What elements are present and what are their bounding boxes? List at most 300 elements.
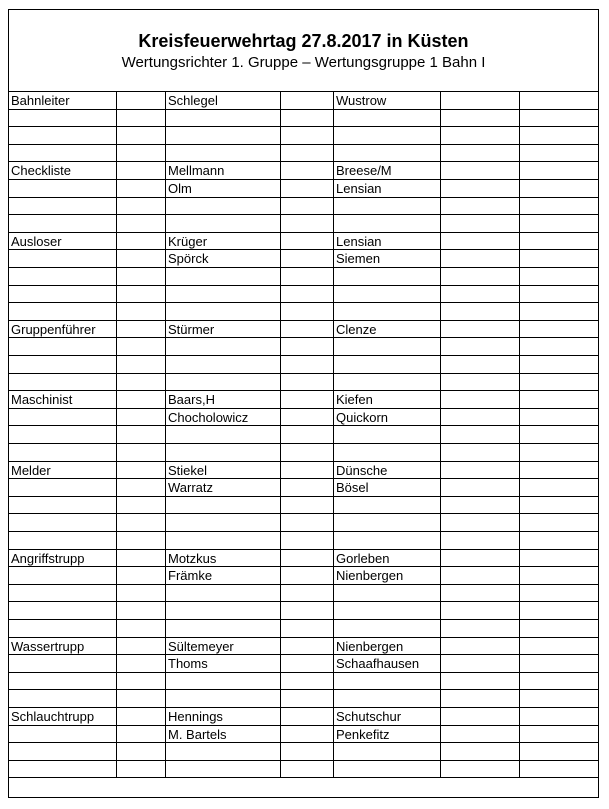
table-cell	[9, 409, 117, 426]
team-name-cell: Gorleben	[334, 550, 441, 567]
table-cell	[520, 673, 598, 690]
table-row	[9, 356, 598, 374]
table-cell	[441, 145, 520, 162]
table-cell	[117, 268, 166, 285]
table-cell	[441, 92, 520, 109]
judge-name-cell	[166, 444, 281, 461]
sheet-header	[9, 10, 598, 92]
table-cell	[9, 743, 117, 760]
table-cell	[281, 303, 334, 320]
table-cell	[281, 673, 334, 690]
table-cell	[441, 268, 520, 285]
table-cell	[9, 286, 117, 303]
table-cell	[9, 655, 117, 672]
table-row	[9, 321, 598, 339]
team-name-cell	[334, 444, 441, 461]
team-name-cell	[334, 743, 441, 760]
table-cell	[117, 409, 166, 426]
table-cell	[520, 127, 598, 144]
table-cell	[520, 391, 598, 408]
table-cell	[520, 356, 598, 373]
team-name-cell	[334, 198, 441, 215]
judge-name-cell	[166, 356, 281, 373]
table-cell	[520, 585, 598, 602]
table-cell	[520, 532, 598, 549]
table-cell	[520, 620, 598, 637]
table-row	[9, 638, 598, 656]
table-cell	[520, 690, 598, 707]
team-name-cell: Lensian	[334, 233, 441, 250]
table-cell	[9, 497, 117, 514]
role-label: Checkliste	[9, 162, 117, 179]
table-row	[9, 215, 598, 233]
judge-name-cell	[166, 497, 281, 514]
table-cell	[441, 233, 520, 250]
table-cell	[117, 215, 166, 232]
table-cell	[520, 180, 598, 197]
table-row	[9, 268, 598, 286]
table-cell	[520, 409, 598, 426]
table-cell	[117, 620, 166, 637]
table-cell	[441, 585, 520, 602]
table-cell	[117, 638, 166, 655]
table-cell	[520, 198, 598, 215]
table-cell	[9, 338, 117, 355]
table-cell	[441, 198, 520, 215]
table-cell	[117, 250, 166, 267]
table-cell	[117, 550, 166, 567]
table-cell	[9, 145, 117, 162]
judge-name-cell	[166, 110, 281, 127]
table-cell	[9, 215, 117, 232]
table-cell	[520, 374, 598, 391]
table-cell	[281, 268, 334, 285]
table-cell	[117, 690, 166, 707]
table-cell	[281, 602, 334, 619]
table-row	[9, 479, 598, 497]
table-cell	[520, 321, 598, 338]
table-cell	[117, 726, 166, 743]
judge-name-cell	[166, 690, 281, 707]
table-row	[9, 726, 598, 744]
table-cell	[441, 180, 520, 197]
judge-name-cell: Sültemeyer	[166, 638, 281, 655]
team-name-cell	[334, 286, 441, 303]
judge-name-cell: Främke	[166, 567, 281, 584]
table-cell	[281, 321, 334, 338]
judge-name-cell	[166, 532, 281, 549]
judge-name-cell: Baars,H	[166, 391, 281, 408]
page-subtitle: Wertungsrichter 1. Gruppe – Wertungsgruppe 1 Bahn I	[121, 54, 486, 71]
table-row	[9, 162, 598, 180]
table-cell	[441, 550, 520, 567]
table-row	[9, 497, 598, 515]
role-label: Wassertrupp	[9, 638, 117, 655]
table-cell	[281, 338, 334, 355]
table-cell	[281, 233, 334, 250]
role-label: Angriffstrupp	[9, 550, 117, 567]
table-cell	[520, 743, 598, 760]
team-name-cell	[334, 497, 441, 514]
table-cell	[117, 462, 166, 479]
team-name-cell	[334, 532, 441, 549]
role-label: Maschinist	[9, 391, 117, 408]
table-cell	[9, 127, 117, 144]
judge-name-cell	[166, 374, 281, 391]
judge-name-cell	[166, 673, 281, 690]
table-cell	[441, 690, 520, 707]
judge-name-cell: Krüger	[166, 233, 281, 250]
table-row	[9, 444, 598, 462]
table-cell	[281, 356, 334, 373]
team-name-cell: Clenze	[334, 321, 441, 338]
judge-name-cell	[166, 620, 281, 637]
table-cell	[281, 743, 334, 760]
table-cell	[281, 550, 334, 567]
table-cell	[9, 673, 117, 690]
table-cell	[117, 374, 166, 391]
team-name-cell: Lensian	[334, 180, 441, 197]
role-label: Bahnleiter	[9, 92, 117, 109]
table-cell	[441, 286, 520, 303]
judge-name-cell	[166, 426, 281, 443]
table-row	[9, 743, 598, 761]
table-cell	[281, 286, 334, 303]
table-cell	[441, 338, 520, 355]
team-name-cell: Nienbergen	[334, 638, 441, 655]
team-name-cell	[334, 127, 441, 144]
score-sheet	[8, 9, 599, 798]
table-cell	[281, 479, 334, 496]
table-row	[9, 655, 598, 673]
table-cell	[281, 145, 334, 162]
table-cell	[117, 444, 166, 461]
table-cell	[281, 462, 334, 479]
table-cell	[117, 110, 166, 127]
table-cell	[281, 162, 334, 179]
table-row	[9, 409, 598, 427]
judge-name-cell	[166, 602, 281, 619]
table-cell	[117, 356, 166, 373]
table-row	[9, 127, 598, 145]
team-name-cell	[334, 602, 441, 619]
table-cell	[9, 567, 117, 584]
table-row	[9, 303, 598, 321]
table-cell	[281, 391, 334, 408]
team-name-cell: Breese/M	[334, 162, 441, 179]
judge-name-cell	[166, 585, 281, 602]
table-row	[9, 250, 598, 268]
table-cell	[281, 374, 334, 391]
team-name-cell	[334, 514, 441, 531]
table-cell	[441, 673, 520, 690]
team-name-cell	[334, 761, 441, 778]
team-name-cell: Nienbergen	[334, 567, 441, 584]
table-cell	[441, 602, 520, 619]
table-cell	[117, 233, 166, 250]
table-cell	[520, 567, 598, 584]
team-name-cell: Quickorn	[334, 409, 441, 426]
table-cell	[281, 92, 334, 109]
table-cell	[441, 479, 520, 496]
table-cell	[520, 638, 598, 655]
table-cell	[117, 655, 166, 672]
table-cell	[281, 497, 334, 514]
table-row	[9, 673, 598, 691]
table-cell	[441, 761, 520, 778]
table-row	[9, 462, 598, 480]
table-cell	[117, 198, 166, 215]
table-cell	[117, 497, 166, 514]
table-cell	[441, 462, 520, 479]
table-row	[9, 286, 598, 304]
table-cell	[441, 321, 520, 338]
table-cell	[441, 708, 520, 725]
table-cell	[9, 180, 117, 197]
judge-name-cell	[166, 127, 281, 144]
table-cell	[520, 602, 598, 619]
table-cell	[117, 426, 166, 443]
table-cell	[520, 215, 598, 232]
table-cell	[117, 708, 166, 725]
judge-name-cell	[166, 215, 281, 232]
table-cell	[281, 444, 334, 461]
table-row	[9, 338, 598, 356]
table-cell	[281, 426, 334, 443]
team-name-cell	[334, 374, 441, 391]
table-cell	[441, 726, 520, 743]
judge-name-cell	[166, 743, 281, 760]
judge-name-cell: Spörck	[166, 250, 281, 267]
table-cell	[281, 198, 334, 215]
table-cell	[117, 321, 166, 338]
table-cell	[520, 268, 598, 285]
table-cell	[117, 567, 166, 584]
team-name-cell	[334, 145, 441, 162]
table-cell	[520, 726, 598, 743]
team-name-cell	[334, 303, 441, 320]
table-cell	[281, 532, 334, 549]
table-cell	[281, 514, 334, 531]
table-cell	[520, 462, 598, 479]
judge-name-cell: Stiekel	[166, 462, 281, 479]
table-cell	[117, 585, 166, 602]
table-cell	[9, 444, 117, 461]
role-label: Schlauchtrupp	[9, 708, 117, 725]
table-cell	[9, 110, 117, 127]
team-name-cell	[334, 673, 441, 690]
table-cell	[520, 708, 598, 725]
table-cell	[441, 426, 520, 443]
table-cell	[117, 303, 166, 320]
table-cell	[281, 708, 334, 725]
table-cell	[9, 602, 117, 619]
table-cell	[281, 180, 334, 197]
judge-name-cell: M. Bartels	[166, 726, 281, 743]
table-cell	[9, 268, 117, 285]
team-name-cell	[334, 110, 441, 127]
table-cell	[520, 303, 598, 320]
table-cell	[9, 532, 117, 549]
table-cell	[441, 303, 520, 320]
table-cell	[520, 550, 598, 567]
table-cell	[441, 409, 520, 426]
table-cell	[441, 567, 520, 584]
table-cell	[441, 374, 520, 391]
table-cell	[441, 250, 520, 267]
judge-name-cell	[166, 198, 281, 215]
team-name-cell: Bösel	[334, 479, 441, 496]
judge-name-cell	[166, 268, 281, 285]
table-cell	[117, 479, 166, 496]
table-cell	[117, 743, 166, 760]
table-cell	[520, 761, 598, 778]
judge-name-cell: Thoms	[166, 655, 281, 672]
table-cell	[441, 514, 520, 531]
table-cell	[281, 110, 334, 127]
table-cell	[281, 690, 334, 707]
table-cell	[117, 127, 166, 144]
table-cell	[441, 620, 520, 637]
table-cell	[9, 426, 117, 443]
team-name-cell: Schutschur	[334, 708, 441, 725]
table-cell	[441, 444, 520, 461]
table-row	[9, 620, 598, 638]
table-row	[9, 180, 598, 198]
table-cell	[281, 638, 334, 655]
table-cell	[9, 690, 117, 707]
table-cell	[281, 215, 334, 232]
judge-name-cell	[166, 286, 281, 303]
table-row	[9, 585, 598, 603]
table-cell	[520, 514, 598, 531]
table-cell	[520, 286, 598, 303]
table-cell	[281, 761, 334, 778]
table-row	[9, 761, 598, 779]
table-cell	[520, 162, 598, 179]
table-cell	[281, 250, 334, 267]
judge-name-cell: Stürmer	[166, 321, 281, 338]
table-row	[9, 550, 598, 568]
team-name-cell: Wustrow	[334, 92, 441, 109]
table-cell	[520, 497, 598, 514]
table-cell	[117, 532, 166, 549]
table-cell	[281, 655, 334, 672]
table-cell	[441, 391, 520, 408]
table-cell	[9, 726, 117, 743]
table-cell	[441, 110, 520, 127]
table-cell	[117, 391, 166, 408]
table-cell	[441, 497, 520, 514]
page-title: Kreisfeuerwehrtag 27.8.2017 in Küsten	[138, 31, 469, 51]
table-cell	[281, 127, 334, 144]
table-cell	[441, 162, 520, 179]
table-cell	[520, 145, 598, 162]
team-name-cell: Siemen	[334, 250, 441, 267]
table-cell	[117, 673, 166, 690]
table-cell	[520, 444, 598, 461]
table-row	[9, 426, 598, 444]
table-cell	[281, 726, 334, 743]
table-cell	[9, 303, 117, 320]
table-cell	[441, 655, 520, 672]
table-cell	[117, 180, 166, 197]
role-label: Ausloser	[9, 233, 117, 250]
judge-name-cell	[166, 761, 281, 778]
table-row	[9, 374, 598, 392]
team-name-cell: Schaafhausen	[334, 655, 441, 672]
judge-name-cell	[166, 145, 281, 162]
table-row	[9, 567, 598, 585]
team-name-cell	[334, 690, 441, 707]
table-cell	[9, 198, 117, 215]
role-label: Gruppenführer	[9, 321, 117, 338]
table-row	[9, 514, 598, 532]
table-cell	[117, 338, 166, 355]
table-cell	[117, 602, 166, 619]
table-cell	[9, 514, 117, 531]
table-cell	[117, 162, 166, 179]
table-cell	[520, 655, 598, 672]
table-cell	[520, 92, 598, 109]
role-label: Melder	[9, 462, 117, 479]
team-name-cell	[334, 356, 441, 373]
table-cell	[9, 250, 117, 267]
judge-name-cell: Hennings	[166, 708, 281, 725]
table-row	[9, 690, 598, 708]
table-cell	[441, 532, 520, 549]
table-row	[9, 532, 598, 550]
judge-name-cell	[166, 338, 281, 355]
table-cell	[117, 145, 166, 162]
team-name-cell: Kiefen	[334, 391, 441, 408]
table-cell	[441, 356, 520, 373]
table-cell	[117, 92, 166, 109]
table-cell	[520, 233, 598, 250]
team-name-cell	[334, 426, 441, 443]
judge-name-cell: Warratz	[166, 479, 281, 496]
table-cell	[281, 585, 334, 602]
team-name-cell: Penkefitz	[334, 726, 441, 743]
table-row	[9, 145, 598, 163]
judge-name-cell: Olm	[166, 180, 281, 197]
table-row	[9, 110, 598, 128]
table-cell	[441, 127, 520, 144]
table-cell	[117, 286, 166, 303]
table-cell	[281, 409, 334, 426]
judge-name-cell: Motzkus	[166, 550, 281, 567]
table-cell	[9, 374, 117, 391]
table-cell	[441, 638, 520, 655]
table-cell	[520, 426, 598, 443]
team-name-cell	[334, 620, 441, 637]
judge-name-cell: Mellmann	[166, 162, 281, 179]
table-row	[9, 92, 598, 110]
table-cell	[9, 620, 117, 637]
table-row	[9, 233, 598, 251]
table-cell	[520, 250, 598, 267]
table-cell	[441, 743, 520, 760]
judge-name-cell: Schlegel	[166, 92, 281, 109]
team-name-cell	[334, 215, 441, 232]
judge-name-cell	[166, 303, 281, 320]
team-name-cell	[334, 338, 441, 355]
table-cell	[281, 567, 334, 584]
table-row	[9, 198, 598, 216]
judge-name-cell: Chocholowicz	[166, 409, 281, 426]
table-cell	[9, 585, 117, 602]
table-row	[9, 708, 598, 726]
